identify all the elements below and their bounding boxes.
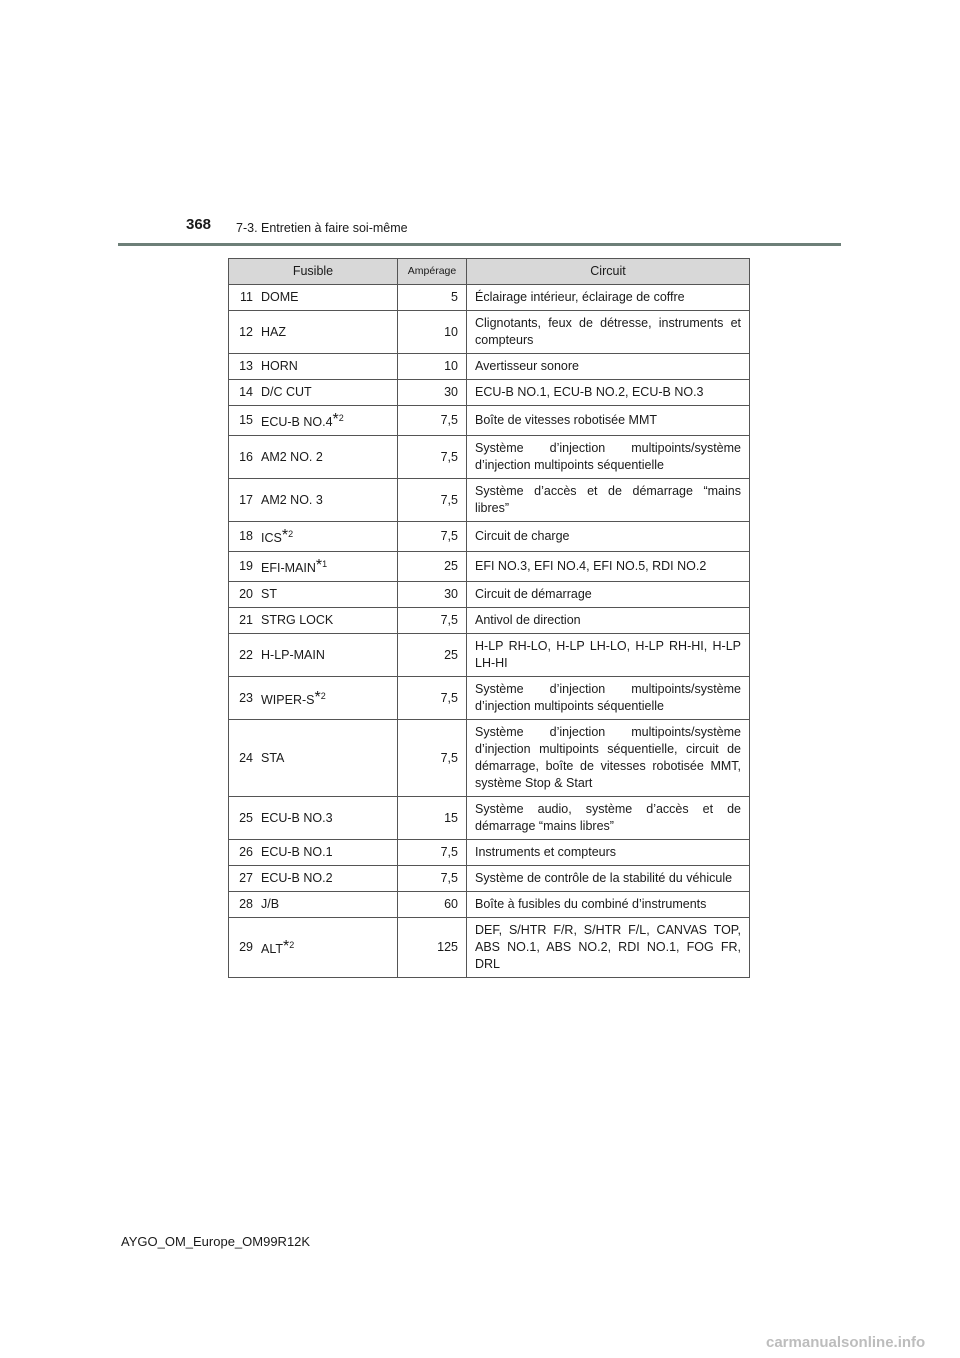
- fuse-name: J/B: [261, 897, 280, 911]
- amperage-column-header: Ampérage: [398, 259, 467, 285]
- asterisk-icon: *: [283, 938, 290, 955]
- fuse-amperage: 60: [398, 892, 467, 918]
- table-header-row: [229, 259, 750, 285]
- fuse-number: 26: [229, 840, 258, 866]
- fuse-circuit: Boîte de vitesses robotisée MMT: [467, 406, 750, 436]
- table-row: [229, 354, 750, 380]
- fuse-name-cell: [257, 522, 398, 552]
- fuse-circuit: EFI NO.3, EFI NO.4, EFI NO.5, RDI NO.2: [467, 552, 750, 582]
- fuse-number: 25: [229, 797, 258, 840]
- fuse-amperage: 15: [398, 797, 467, 840]
- asterisk-icon: *: [314, 688, 321, 706]
- fuse-number: 11: [229, 285, 258, 311]
- fuse-name-cell: [257, 797, 398, 840]
- fuse-amperage: 7,5: [398, 436, 467, 479]
- fuse-amperage: 7,5: [398, 406, 467, 436]
- fuse-name-cell: [257, 634, 398, 677]
- fuse-number: 22: [229, 634, 258, 677]
- fuse-amperage: 7,5: [398, 479, 467, 522]
- fuse-amperage: 7,5: [398, 677, 467, 720]
- fuse-column-header: Fusible: [229, 259, 398, 285]
- fuse-number: 21: [229, 608, 258, 634]
- table-row: [229, 720, 750, 797]
- fuse-number: 17: [229, 479, 258, 522]
- fuse-name: AM2 NO. 2: [261, 449, 323, 464]
- fuse-amperage: 10: [398, 354, 467, 380]
- fuse-circuit: Clignotants, feux de détresse, instruments et compteurs: [467, 311, 750, 354]
- fuse-name-cell: [257, 582, 398, 608]
- fuse-number: 29: [229, 918, 258, 978]
- footnote-marker: [315, 557, 328, 574]
- footnote-marker: [314, 688, 326, 706]
- fuse-circuit: Système d’injection multipoints/système d’injection multipoints séquentielle: [467, 436, 750, 479]
- footnote-marker: [281, 527, 294, 544]
- fuse-number: 27: [229, 866, 258, 892]
- fuse-number: 28: [229, 892, 258, 918]
- table-row: [229, 552, 750, 582]
- table-row: [229, 285, 750, 311]
- fuse-number: 23: [229, 677, 258, 720]
- fuse-circuit: Système d’injection multipoints/système d’injection multipoints séquentielle: [467, 677, 750, 720]
- fuse-name-cell: [257, 406, 398, 436]
- fuse-amperage: 7,5: [398, 608, 467, 634]
- fuse-amperage: 25: [398, 634, 467, 677]
- watermark: carmanualsonline.info: [766, 1334, 926, 1351]
- fuse-name-cell: [257, 436, 398, 479]
- fuse-name-cell: [257, 552, 398, 582]
- table-row: [229, 582, 750, 608]
- fuse-circuit: Circuit de charge: [467, 522, 750, 552]
- fuse-circuit: Boîte à fusibles du combiné d’instruments: [467, 892, 750, 918]
- fuse-amperage: 7,5: [398, 840, 467, 866]
- fuse-circuit: Avertisseur sonore: [467, 354, 750, 380]
- table-row: [229, 677, 750, 720]
- table-row: [229, 311, 750, 354]
- fuse-circuit: Système audio, système d’accès et de démarrage “mains libres”: [467, 797, 750, 840]
- fuse-name: EFI-MAIN: [261, 561, 316, 575]
- fuse-circuit: DEF, S/HTR F/R, S/HTR F/L, CANVAS TOP, ABS NO.1, ABS NO.2, RDI NO.1, FOG FR, DRL: [467, 918, 750, 978]
- fuse-name: ST: [261, 587, 277, 601]
- fuse-amperage: 30: [398, 380, 467, 406]
- fuse-name-cell: [257, 354, 398, 380]
- footnote-marker: [283, 938, 295, 955]
- fuse-name: D/C CUT: [261, 385, 312, 399]
- fuse-name: DOME: [261, 290, 299, 304]
- fuse-amperage: 5: [398, 285, 467, 311]
- fuse-name: WIPER-S: [261, 692, 315, 707]
- fuse-name-cell: [257, 892, 398, 918]
- fuse-name-cell: [257, 479, 398, 522]
- fuse-table-body: [229, 285, 750, 978]
- table-row: [229, 380, 750, 406]
- fuse-circuit: Système d’injection multipoints/système d’injection multipoints séquentielle, circuit de démarrage, boîte de vitesses robotisée MMT, système Stop & Start: [467, 720, 750, 797]
- fuse-name: ECU-B NO.1: [261, 845, 333, 859]
- fuse-amperage: 125: [398, 918, 467, 978]
- fuse-name: ECU-B NO.2: [261, 871, 333, 885]
- fuse-amperage: 7,5: [398, 522, 467, 552]
- fuse-name-cell: [257, 608, 398, 634]
- table-row: [229, 406, 750, 436]
- table-row: [229, 866, 750, 892]
- fuse-table: [228, 258, 750, 978]
- fuse-number: 24: [229, 720, 258, 797]
- fuse-name: ECU-B NO.4: [261, 415, 333, 429]
- fuse-name-cell: [257, 677, 398, 720]
- fuse-name-cell: [257, 311, 398, 354]
- fuse-number: 20: [229, 582, 258, 608]
- fuse-name-cell: [257, 285, 398, 311]
- header-divider: [118, 243, 841, 246]
- page-number: 368: [186, 216, 212, 233]
- fuse-amperage: 7,5: [398, 866, 467, 892]
- footnote-number: 1: [322, 559, 328, 569]
- fuse-circuit: H-LP RH-LO, H-LP LH-LO, H-LP RH-HI, H-LP LH-HI: [467, 634, 750, 677]
- table-row: [229, 608, 750, 634]
- footnote-marker: [332, 411, 344, 428]
- fuse-name: HORN: [261, 359, 298, 373]
- fuse-number: 16: [229, 436, 258, 479]
- fuse-number: 19: [229, 552, 258, 582]
- footnote-number: 2: [320, 690, 326, 701]
- fuse-number: 13: [229, 354, 258, 380]
- fuse-number: 18: [229, 522, 258, 552]
- fuse-circuit: Système de contrôle de la stabilité du véhicule: [467, 866, 750, 892]
- fuse-amperage: 25: [398, 552, 467, 582]
- section-title: 7-3. Entretien à faire soi-même: [236, 221, 408, 235]
- fuse-name: HAZ: [261, 324, 286, 339]
- fuse-name-cell: [257, 720, 398, 797]
- fuse-name-cell: [257, 918, 398, 978]
- footnote-number: 2: [288, 529, 294, 539]
- table-row: [229, 634, 750, 677]
- circuit-column-header: Circuit: [467, 259, 750, 285]
- fuse-number: 12: [229, 311, 258, 354]
- fuse-circuit: Instruments et compteurs: [467, 840, 750, 866]
- table-row: [229, 479, 750, 522]
- table-row: [229, 436, 750, 479]
- asterisk-icon: *: [281, 527, 289, 544]
- fuse-number: 15: [229, 406, 258, 436]
- document-code: AYGO_OM_Europe_OM99R12K: [121, 1234, 311, 1249]
- fuse-amperage: 30: [398, 582, 467, 608]
- fuse-number: 14: [229, 380, 258, 406]
- fuse-name: AM2 NO. 3: [261, 492, 323, 507]
- fuse-amperage: 7,5: [398, 720, 467, 797]
- fuse-amperage: 10: [398, 311, 467, 354]
- asterisk-icon: *: [332, 411, 339, 428]
- footnote-number: 2: [338, 413, 344, 423]
- fuse-name-cell: [257, 380, 398, 406]
- footnote-number: 2: [289, 940, 295, 950]
- fuse-circuit: Système d’accès et de démarrage “mains libres”: [467, 479, 750, 522]
- fuse-circuit: Antivol de direction: [467, 608, 750, 634]
- fuse-name: STRG LOCK: [261, 613, 334, 627]
- fuse-name: H-LP-MAIN: [261, 647, 325, 662]
- fuse-name: STA: [261, 750, 285, 765]
- fuse-name-cell: [257, 866, 398, 892]
- fuse-name: ECU-B NO.3: [261, 810, 333, 825]
- table-row: [229, 522, 750, 552]
- table-row: [229, 892, 750, 918]
- fuse-name: ICS: [261, 531, 282, 545]
- fuse-circuit: Circuit de démarrage: [467, 582, 750, 608]
- fuse-circuit: ECU-B NO.1, ECU-B NO.2, ECU-B NO.3: [467, 380, 750, 406]
- table-row: [229, 797, 750, 840]
- table-row: [229, 840, 750, 866]
- table-row: [229, 918, 750, 978]
- fuse-circuit: Éclairage intérieur, éclairage de coffre: [467, 285, 750, 311]
- fuse-name-cell: [257, 840, 398, 866]
- fuse-name: ALT: [261, 942, 283, 956]
- asterisk-icon: *: [315, 557, 323, 574]
